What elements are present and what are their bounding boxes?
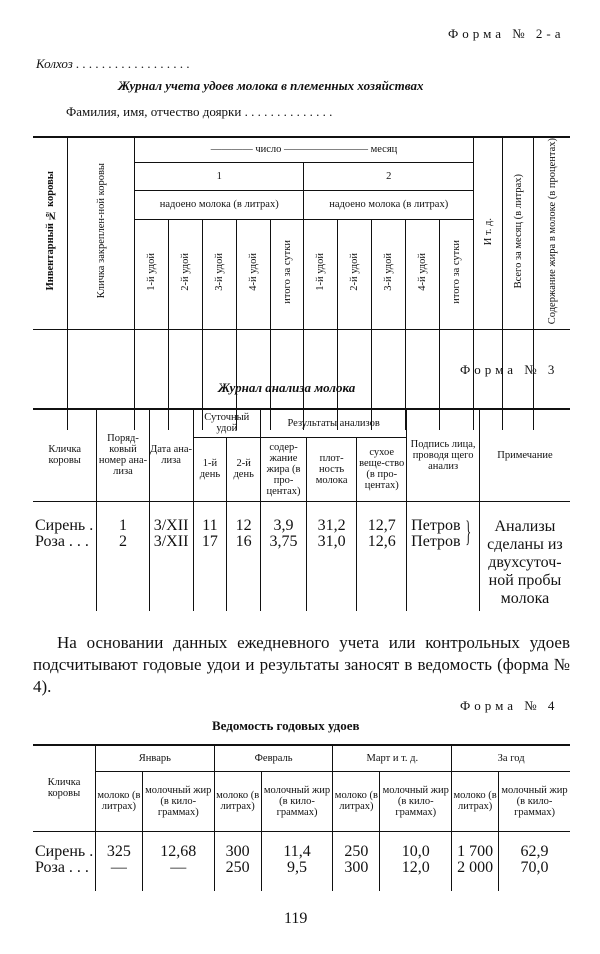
form-4-label: Форма № 4 <box>460 698 559 713</box>
col-date-month: ———— число ———————— месяц <box>135 137 474 162</box>
milking-2-d2: 2-й удой <box>338 219 372 330</box>
brace-icon: } <box>464 514 471 548</box>
hdr-march-etc: Март и т. д. <box>333 745 452 771</box>
hdr-milk-jan: молоко (в литрах) <box>96 771 143 831</box>
signers: Петров Петров } <box>407 501 480 611</box>
col-total-month: Всего за месяц (в литрах) <box>503 137 534 330</box>
col-etc: И т. д. <box>474 137 503 330</box>
form-3-label: Форма № 3 <box>460 362 559 377</box>
hdr-day2: 2-й день <box>227 437 261 501</box>
hdr-day1: 1-й день <box>193 437 227 501</box>
form-4-title: Ведомость годовых удоев <box>212 718 360 733</box>
col-cow-name: Кличка закреплен-ной коровы <box>68 137 135 330</box>
table-row: Сирень . Роза . . . 325 — 12,68 — 300 250 11,4 9,5 250 300 10,0 12,0 1 700 2 000 62,9 70,0 <box>33 831 570 891</box>
milking-4-d2: 4-й удой <box>406 219 440 330</box>
hdr-fat-jan: молочный жир (в кило-граммах) <box>142 771 214 831</box>
hdr-cow-name: Кличка коровы <box>33 409 97 501</box>
hdr-fat-mar: молочный жир (в кило-граммах) <box>380 771 452 831</box>
hdr-fat-year: молочный жир (в кило-граммах) <box>499 771 570 831</box>
milking-2-d1: 2-й удой <box>168 219 202 330</box>
milked-label-1: надоено молока (в литрах) <box>135 191 304 219</box>
daily-total-d1: итого за сутки <box>270 219 304 330</box>
hdr-date: Дата ана-лиза <box>149 409 193 501</box>
annual-yield-table <box>33 744 570 891</box>
milking-3-d1: 3-й удой <box>202 219 236 330</box>
hdr-results: Результаты анализов <box>261 409 407 437</box>
form-3-title: Журнал анализа молока <box>218 380 356 395</box>
hdr-milk-mar: молоко (в литрах) <box>333 771 380 831</box>
hdr-signature: Подпись лица, проводя щего анализ <box>407 409 480 501</box>
cow-names: Сирень . Роза . . . <box>33 501 97 611</box>
milkmaid-line: Фамилия, имя, отчество доярки . . . . . . . . . . . . . . <box>66 104 333 119</box>
hdr-fat: содер-жание жира (в про-центах) <box>261 437 307 501</box>
hdr-milk-feb: молоко (в литрах) <box>214 771 261 831</box>
day-2: 2 <box>304 162 474 190</box>
milking-1-d1: 1-й удой <box>135 219 169 330</box>
milk-analysis-table <box>33 408 570 611</box>
milking-3-d2: 3-й удой <box>372 219 406 330</box>
form-2a-label: Форма № 2-а <box>448 26 565 41</box>
day-1: 1 <box>135 162 304 190</box>
milked-label-2: надоено молока (в литрах) <box>304 191 474 219</box>
body-paragraph: На основании данных ежедневного учета или контрольных удоев подсчитывают годовые удои и результаты заносят в ведомость (форма № 4). <box>33 633 570 696</box>
hdr-fat-feb: молочный жир (в кило-граммах) <box>261 771 333 831</box>
milking-1-d2: 1-й удой <box>304 219 338 330</box>
hdr-january: Январь <box>96 745 215 771</box>
hdr-year: За год <box>452 745 570 771</box>
page-number: 119 <box>284 910 308 927</box>
hdr-cow-name: Кличка коровы <box>33 745 96 831</box>
hdr-order: Поряд-ковый номер ана-лиза <box>97 409 149 501</box>
kolkhoz-line: Колхоз . . . . . . . . . . . . . . . . . . <box>36 56 190 71</box>
col-fat: Содержание жира в молоке (в процентах) <box>534 137 571 330</box>
analysis-note: Анализы сделаны из двухсуточ-ной пробы молока <box>479 501 570 611</box>
form-2a-title: Журнал учета удоев молока в племенных хозяйствах <box>118 78 424 93</box>
daily-total-d2: итого за сутки <box>440 219 474 330</box>
table-row: Сирень . Роза . . . 1 2 3/XII 3/XII 11 17 12 16 3,9 3,75 31,2 31,0 12,7 12,6 Петров Петров } Анализы сделаны из двухсуточ-ной пробы молока <box>33 501 570 611</box>
milking-4-d1: 4-й удой <box>236 219 270 330</box>
hdr-note: Примечание <box>479 409 570 501</box>
hdr-density: плот-ность молока <box>307 437 357 501</box>
hdr-dry: сухое веще-ство (в про-центах) <box>357 437 407 501</box>
hdr-milk-year: молоко (в литрах) <box>452 771 499 831</box>
hdr-daily-yield: Суточный удой <box>193 409 261 437</box>
col-inventory: Инвентарный № коровы <box>33 137 68 330</box>
hdr-february: Февраль <box>214 745 333 771</box>
